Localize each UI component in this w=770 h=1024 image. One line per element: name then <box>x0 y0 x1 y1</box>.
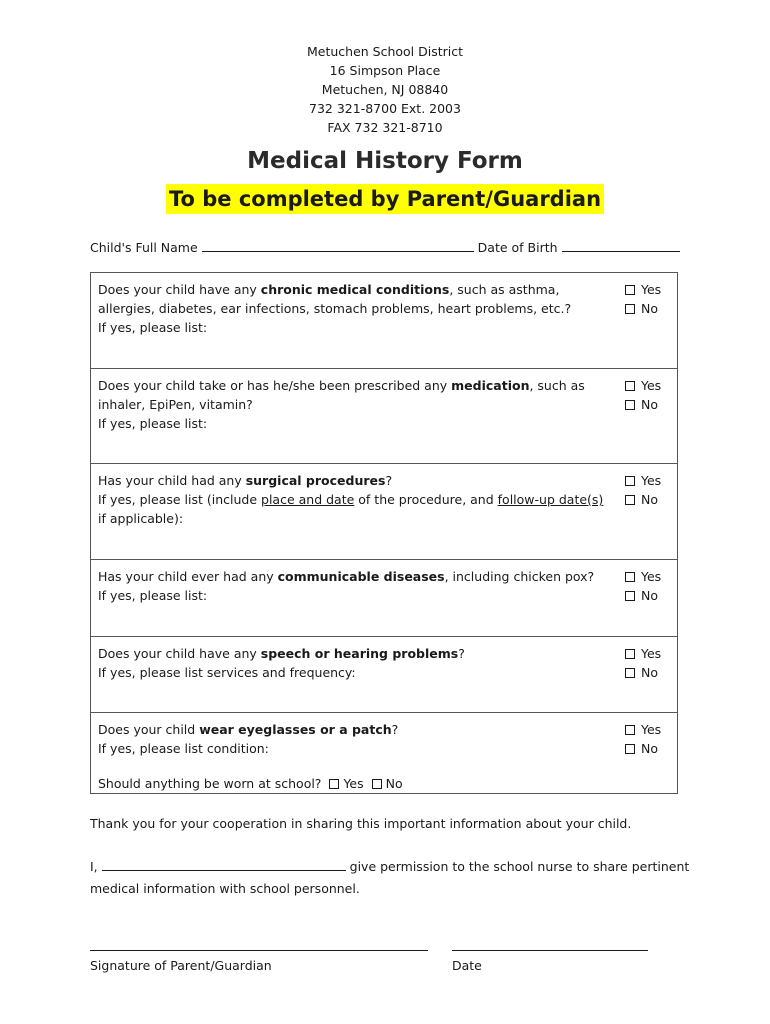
district-phone: 732 321-8700 Ext. 2003 <box>309 101 461 116</box>
question-row-speech-hearing: Does your child have any speech or hearing problems? If yes, please list services and frequency: Yes No <box>91 637 677 713</box>
yes-option[interactable]: Yes <box>625 567 661 586</box>
child-name-field[interactable] <box>202 238 474 252</box>
question-row-surgical: Has your child had any surgical procedures? If yes, please list (include place and date of the procedure, and follow-up date(s) if applicable): Yes No <box>91 464 677 560</box>
checkbox-icon[interactable] <box>625 495 635 505</box>
followup-text: If yes, please list: <box>98 320 208 335</box>
date-label: Date <box>452 958 482 973</box>
checkbox-icon[interactable] <box>625 304 635 314</box>
no-option[interactable]: No <box>625 490 661 509</box>
permission-statement: I, give permission to the school nurse to share pertinent medical information with school personnel. <box>90 859 690 896</box>
dob-label: Date of Birth <box>477 240 558 255</box>
checkbox-icon[interactable] <box>625 572 635 582</box>
checkbox-icon[interactable] <box>625 476 635 486</box>
checkbox-icon[interactable] <box>625 725 635 735</box>
dob-field[interactable] <box>562 238 680 252</box>
district-city: Metuchen, NJ 08840 <box>321 82 449 97</box>
yes-option[interactable]: Yes <box>625 471 661 490</box>
followup-text: If yes, please list: <box>98 416 208 431</box>
question-row-chronic: Does your child have any chronic medical conditions, such as asthma, allergies, diabetes, ear infections, stomach problems, heart problems, etc.? If yes, please list: Yes No <box>91 273 677 369</box>
district-header <box>0 42 770 137</box>
checkbox-icon[interactable] <box>625 649 635 659</box>
no-option[interactable]: No <box>625 739 661 758</box>
question-row-medication: Does your child take or has he/she been prescribed any medication, such as inhaler, EpiPen, vitamin? If yes, please list: Yes No <box>91 369 677 464</box>
question-row-communicable: Has your child ever had any communicable diseases, including chicken pox? If yes, please list: Yes No <box>91 560 677 637</box>
checkbox-icon[interactable] <box>625 668 635 678</box>
checkbox-icon[interactable] <box>625 381 635 391</box>
checkbox-icon[interactable] <box>625 285 635 295</box>
yes-option[interactable]: Yes <box>625 644 661 663</box>
no-option[interactable]: No <box>625 586 661 605</box>
signature-label: Signature of Parent/Guardian <box>90 958 272 973</box>
followup-text: If yes, please list services and frequency: <box>98 665 356 680</box>
followup-text: If yes, please list: <box>98 588 208 603</box>
yes-option[interactable]: Yes <box>625 376 661 395</box>
child-info-row <box>90 238 680 255</box>
child-name-label: Child's Full Name <box>90 240 198 255</box>
no-option[interactable]: No <box>625 663 661 682</box>
worn-at-school-question: Should anything be worn at school? Yes No <box>98 776 403 791</box>
checkbox-icon[interactable] <box>625 400 635 410</box>
form-subtitle: To be completed by Parent/Guardian <box>166 184 604 214</box>
followup-text: If yes, please list condition: <box>98 741 269 756</box>
district-street: 16 Simpson Place <box>329 63 441 78</box>
checkbox-icon[interactable] <box>329 779 339 789</box>
questions-table <box>90 272 678 794</box>
no-option[interactable]: No <box>625 299 661 318</box>
question-row-eyeglasses: Does your child wear eyeglasses or a patch? If yes, please list condition: Yes No Should anything be worn at school? Yes No <box>98 722 662 791</box>
district-fax: FAX 732 321-8710 <box>327 120 443 135</box>
yes-option[interactable]: Yes <box>625 280 661 299</box>
yes-option[interactable]: Yes <box>625 720 661 739</box>
guardian-name-field[interactable] <box>102 857 346 871</box>
signature-line[interactable] <box>90 950 428 951</box>
district-name: Metuchen School District <box>306 44 464 59</box>
checkbox-icon[interactable] <box>372 779 382 789</box>
date-line[interactable] <box>452 950 648 951</box>
checkbox-icon[interactable] <box>625 744 635 754</box>
thank-you-note: Thank you for your cooperation in sharing this important information about your child. <box>90 816 632 831</box>
form-title: Medical History Form <box>247 148 523 174</box>
checkbox-icon[interactable] <box>625 591 635 601</box>
no-option[interactable]: No <box>625 395 661 414</box>
